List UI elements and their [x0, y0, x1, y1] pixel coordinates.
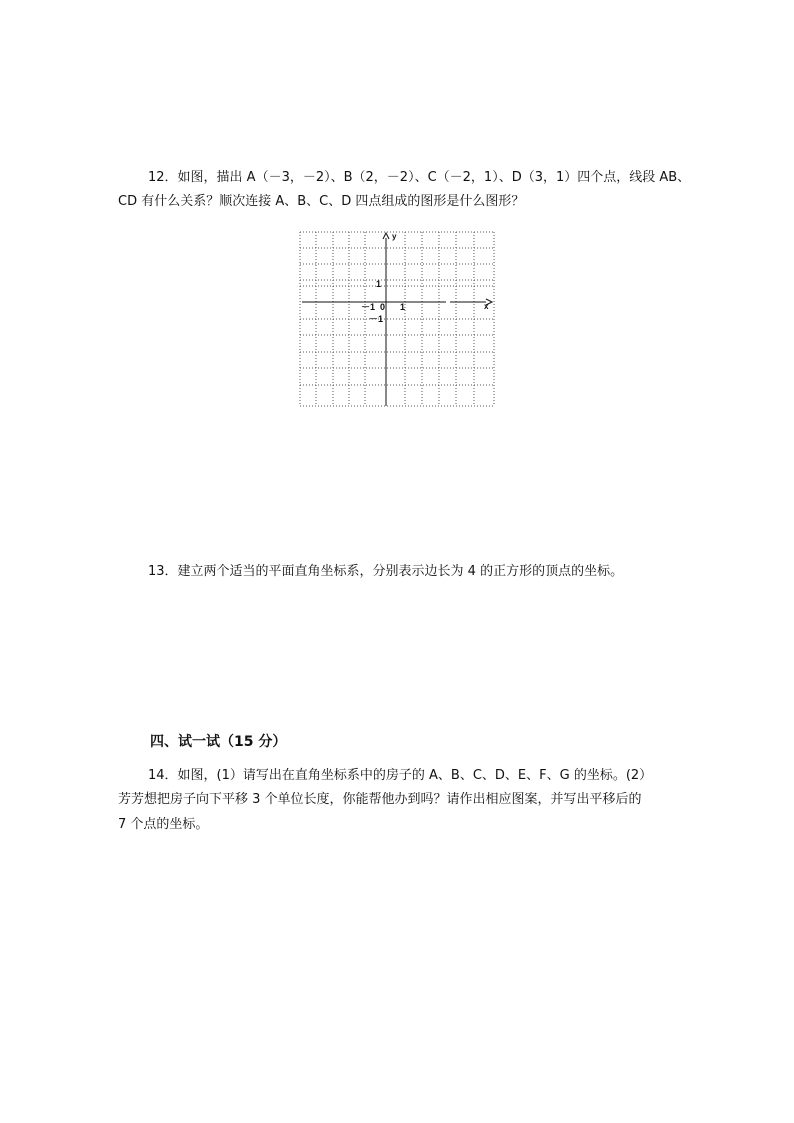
- q13-text-line-1: 13．建立两个适当的平面直角坐标系，分别表示边长为 4 的正方形的顶点的坐标。: [148, 564, 624, 579]
- q14-text-line-1: 14．如图，(1）请写出在直角坐标系中的房子的 A、B、C、D、E、F、G 的坐标。(2）: [148, 768, 653, 783]
- coordinate-grid-figure: [298, 230, 496, 408]
- q12-text-line-2: CD 有什么关系？顺次连接 A、B、C、D 四点组成的图形是什么图形？: [118, 194, 525, 209]
- section-4-heading: 四、试一试（15 分）: [150, 734, 287, 750]
- origin-label: 0: [380, 302, 386, 312]
- x-tick-label-negative: －1: [361, 302, 376, 312]
- dotted-grid: [300, 232, 494, 406]
- x-tick-label-positive: 1: [400, 302, 406, 312]
- q14-text-line-2: 芳芳想把房子向下平移 3 个单位长度，你能帮他办到吗？请作出相应图案，并写出平移后的: [118, 792, 642, 807]
- y-tick-label-negative: －1: [369, 314, 384, 324]
- q14-text-line-3: 7 个点的坐标。: [118, 817, 209, 832]
- y-axis-label: y: [392, 232, 397, 241]
- y-tick-label-positive: 1: [376, 279, 382, 289]
- q12-text-line-1: 12．如图，描出 A（－3，－2）、B（2，－2）、C（－2，1）、D（3，1）四个点，线段 AB、: [148, 170, 691, 185]
- x-axis-label: x: [484, 302, 489, 311]
